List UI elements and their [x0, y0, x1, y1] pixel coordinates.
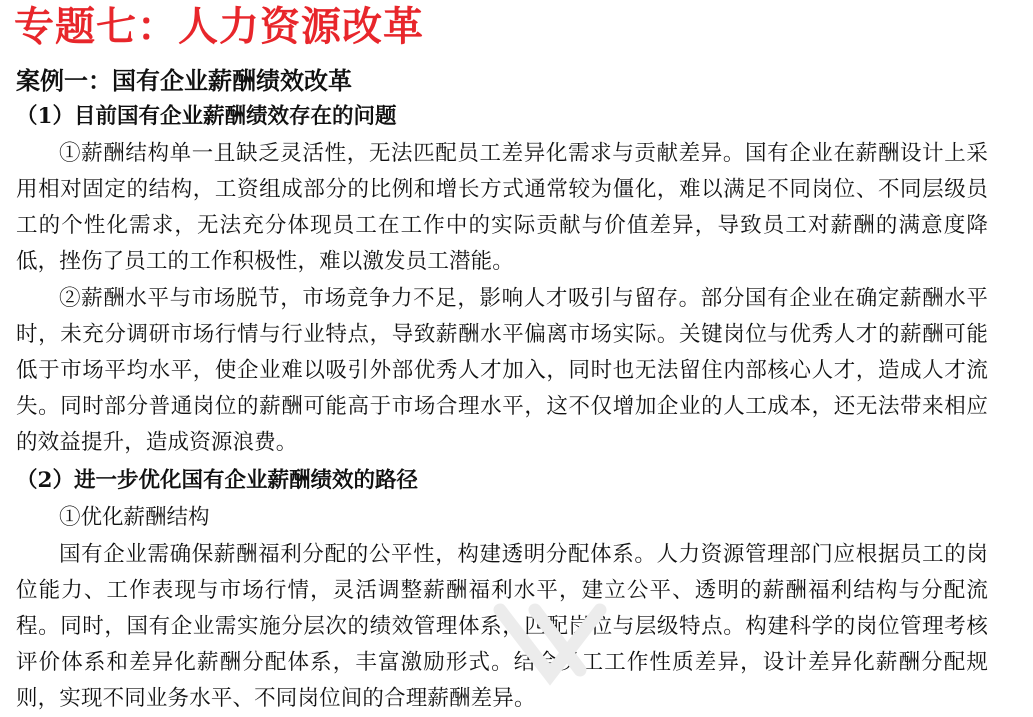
section-1-heading: （1）目前国有企业薪酬绩效存在的问题: [16, 104, 397, 129]
section-1-paragraph-2: ②薪酬水平与市场脱节，市场竞争力不足，影响人才吸引与留存。部分国有企业在确定薪酬水平时，未充分调研市场行情与行业特点，导致薪酬水平偏离市场实际。关键岗位与优秀人才的薪酬可能低于市场平均水平，使企业难以吸引外部优秀人才加入，同时也无法留住内部核心人才，造成人才流失。同时部分普通岗位的薪酬可能高于市场合理水平，这不仅增加企业的人工成本，还无法带来相应的效益提升，造成资源浪费。: [16, 286, 988, 455]
case-heading: 案例一：国有企业薪酬绩效改革: [16, 66, 352, 95]
section-1-paragraph-1: ①薪酬结构单一且缺乏灵活性，无法匹配员工差异化需求与贡献差异。国有企业在薪酬设计上采用相对固定的结构，工资组成部分的比例和增长方式通常较为僵化，难以满足不同岗位、不同层级员工的个性化需求，无法充分体现员工在工作中的实际贡献与价值差异，导致员工对薪酬的满意度降低，挫伤了员工的工作积极性，难以激发员工潜能。: [16, 141, 988, 274]
document-title: 专题七：人力资源改革: [14, 3, 424, 50]
section-2-paragraph: 国有企业需确保薪酬福利分配的公平性，构建透明分配体系。人力资源管理部门应根据员工的岗位能力、工作表现与市场行情，灵活调整薪酬福利水平，建立公平、透明的薪酬福利结构与分配流程。同时，国有企业需实施分层次的绩效管理体系，匹配岗位与层级特点。构建科学的岗位管理考核评价体系和差异化薪酬分配体系，丰富激励形式。结合员工工作性质差异，设计差异化薪酬分配规则，实现不同业务水平、不同岗位间的合理薪酬差异。: [16, 542, 988, 711]
section-2-point-1: ①优化薪酬结构: [59, 505, 210, 530]
section-2-heading: （2）进一步优化国有企业薪酬绩效的路径: [16, 468, 418, 493]
